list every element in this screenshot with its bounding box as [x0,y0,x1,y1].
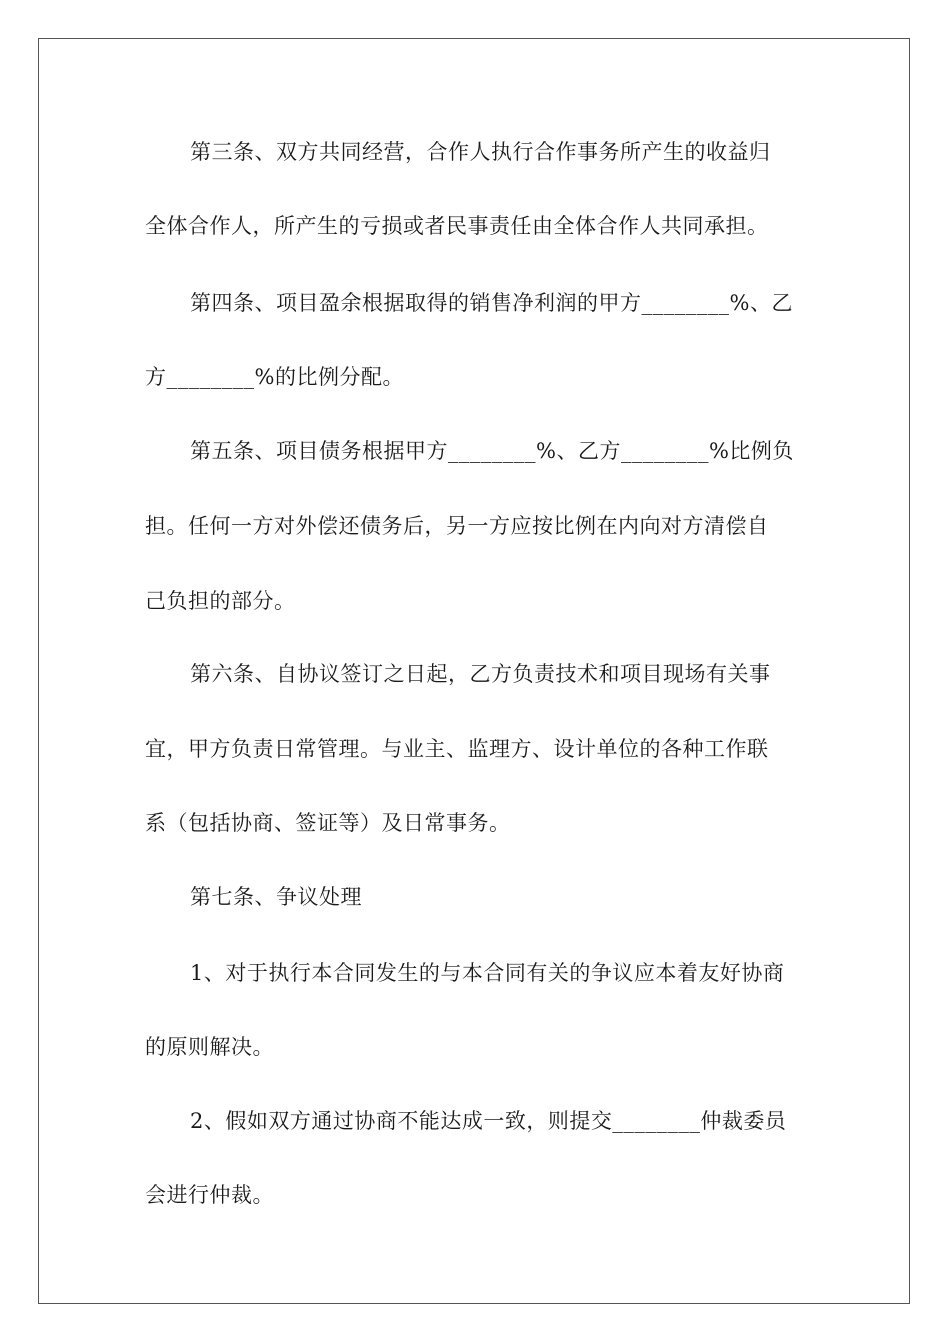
article-6-line-1: 第六条、自协议签订之日起，乙方负责技术和项目现场有关事 [190,662,771,686]
article-7-heading: 第七条、争议处理 [190,885,362,909]
clause-1-line-2: 的原则解决。 [145,1035,274,1059]
article-4-line-2: 方________%的比例分配。 [145,365,404,389]
article-5-line-3: 己负担的部分。 [145,589,296,613]
clause-1-line-1: 1、对于执行本合同发生的与本合同有关的争议应本着友好协商 [190,961,785,985]
article-3-line-2: 全体合作人，所产生的亏损或者民事责任由全体合作人共同承担。 [145,214,769,238]
article-6-line-3: 系（包括协商、签证等）及日常事务。 [145,811,511,835]
clause-2-line-1: 2、假如双方通过协商不能达成一致，则提交________仲裁委员 [190,1109,787,1133]
article-3-line-1: 第三条、双方共同经营，合作人执行合作事务所产生的收益归 [190,140,771,164]
article-5-line-1: 第五条、项目债务根据甲方________%、乙方________%比例负 [190,439,794,463]
article-4-line-1: 第四条、项目盈余根据取得的销售净利润的甲方________%、乙 [190,291,793,315]
article-6-line-2: 宜，甲方负责日常管理。与业主、监理方、设计单位的各种工作联 [145,737,769,761]
article-5-line-2: 担。任何一方对外偿还债务后，另一方应按比例在内向对方清偿自 [145,514,769,538]
clause-2-line-2: 会进行仲裁。 [145,1183,274,1207]
